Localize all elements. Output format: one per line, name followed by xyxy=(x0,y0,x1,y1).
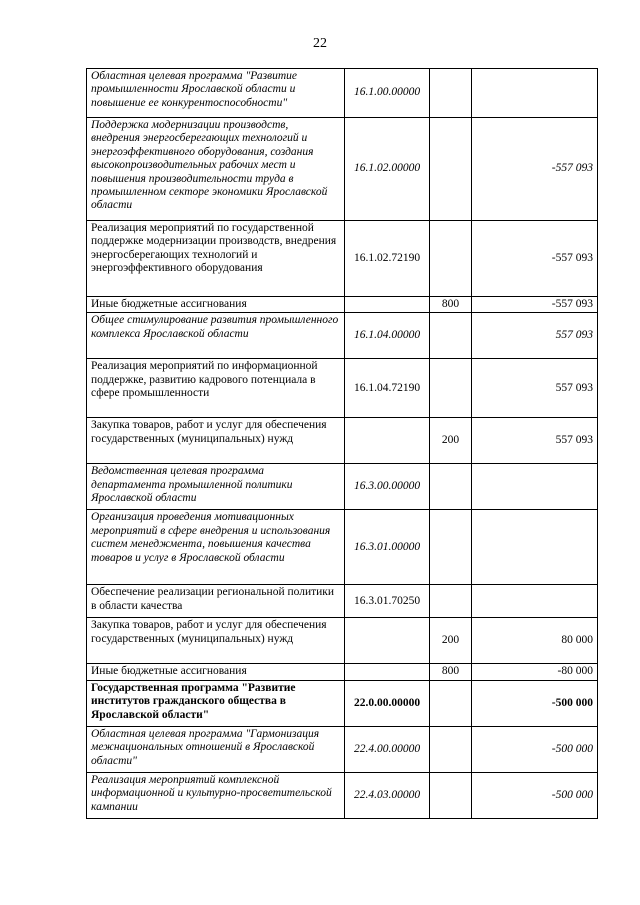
table-row xyxy=(87,221,598,297)
table-row xyxy=(87,510,598,585)
name-cell: Реализация мероприятий комплексной информационной и культурно-просветительской кампании xyxy=(87,772,345,818)
name-cell: Реализация мероприятий по информационной поддержке, развитию кадрового потенциала в сфере промышленности xyxy=(87,359,345,418)
code-cell xyxy=(345,664,430,680)
amount-cell xyxy=(472,510,598,585)
expense-type-cell: 800 xyxy=(430,297,472,313)
code-cell xyxy=(345,618,430,664)
name-cell: Обеспечение реализации региональной политики в области качества xyxy=(87,585,345,618)
expense-type-cell: 800 xyxy=(430,664,472,680)
amount-cell: -500 000 xyxy=(472,726,598,772)
code-cell: 22.4.03.00000 xyxy=(345,772,430,818)
page-number: 22 xyxy=(313,36,327,51)
expense-type-cell xyxy=(430,585,472,618)
expense-type-cell xyxy=(430,772,472,818)
table-row xyxy=(87,664,598,680)
amount-cell: 80 000 xyxy=(472,618,598,664)
amount-cell: -500 000 xyxy=(472,772,598,818)
code-cell: 16.1.00.00000 xyxy=(345,69,430,118)
expense-type-cell xyxy=(430,118,472,221)
name-cell: Общее стимулирование развития промышленного комплекса Ярославской области xyxy=(87,313,345,359)
name-cell: Закупка товаров, работ и услуг для обеспечения государственных (муниципальных) нужд xyxy=(87,618,345,664)
code-cell: 16.3.01.00000 xyxy=(345,510,430,585)
table-row xyxy=(87,313,598,359)
table-row xyxy=(87,585,598,618)
expense-type-cell xyxy=(430,313,472,359)
amount-cell: -80 000 xyxy=(472,664,598,680)
code-cell xyxy=(345,297,430,313)
name-cell: Организация проведения мотивационных мероприятий в сфере внедрения и использования систем менеджмента, повышения качества товаров и услуг в Ярославской области xyxy=(87,510,345,585)
expense-type-cell xyxy=(430,680,472,726)
table-row xyxy=(87,418,598,464)
expense-type-cell xyxy=(430,221,472,297)
code-cell: 16.3.01.70250 xyxy=(345,585,430,618)
code-cell: 16.3.00.00000 xyxy=(345,464,430,510)
expense-type-cell xyxy=(430,69,472,118)
amount-cell xyxy=(472,585,598,618)
table-row xyxy=(87,359,598,418)
code-cell: 16.1.04.72190 xyxy=(345,359,430,418)
amount-cell: -557 093 xyxy=(472,297,598,313)
table-row xyxy=(87,772,598,818)
name-cell: Иные бюджетные ассигнования xyxy=(87,297,345,313)
code-cell: 16.1.02.00000 xyxy=(345,118,430,221)
amount-cell: 557 093 xyxy=(472,418,598,464)
code-cell: 16.1.04.00000 xyxy=(345,313,430,359)
expense-type-cell: 200 xyxy=(430,618,472,664)
name-cell: Областная целевая программа "Развитие промышленности Ярославской области и повышение ее конкурентоспособности" xyxy=(87,69,345,118)
table-row xyxy=(87,464,598,510)
code-cell: 22.0.00.00000 xyxy=(345,680,430,726)
code-cell xyxy=(345,418,430,464)
amount-cell: 557 093 xyxy=(472,313,598,359)
expense-type-cell xyxy=(430,464,472,510)
amount-cell: -500 000 xyxy=(472,680,598,726)
amount-cell: -557 093 xyxy=(472,221,598,297)
budget-table-body xyxy=(87,69,598,819)
table-row xyxy=(87,297,598,313)
expense-type-cell: 200 xyxy=(430,418,472,464)
amount-cell: 557 093 xyxy=(472,359,598,418)
amount-cell: -557 093 xyxy=(472,118,598,221)
expense-type-cell xyxy=(430,510,472,585)
amount-cell xyxy=(472,464,598,510)
name-cell: Областная целевая программа "Гармонизация межнациональных отношений в Ярославской области" xyxy=(87,726,345,772)
code-cell: 22.4.00.00000 xyxy=(345,726,430,772)
name-cell: Иные бюджетные ассигнования xyxy=(87,664,345,680)
table-row xyxy=(87,680,598,726)
expense-type-cell xyxy=(430,726,472,772)
name-cell: Ведомственная целевая программа департамента промышленной политики Ярославской области xyxy=(87,464,345,510)
table-row xyxy=(87,69,598,118)
table-row xyxy=(87,118,598,221)
name-cell: Поддержка модернизации производств, внедрения энергосберегающих технологий и энергоэффективного оборудования, создания высокопроизводительных рабочих мест и повышения производительности труда в промышленном секторе экономики Ярославской области xyxy=(87,118,345,221)
budget-table xyxy=(86,68,598,819)
name-cell: Реализация мероприятий по государственной поддержке модернизации производств, внедрения энергосберегающих технологий и энергоэффективного оборудования xyxy=(87,221,345,297)
table-row xyxy=(87,618,598,664)
code-cell: 16.1.02.72190 xyxy=(345,221,430,297)
name-cell: Государственная программа "Развитие институтов гражданского общества в Ярославской области" xyxy=(87,680,345,726)
expense-type-cell xyxy=(430,359,472,418)
name-cell: Закупка товаров, работ и услуг для обеспечения государственных (муниципальных) нужд xyxy=(87,418,345,464)
amount-cell xyxy=(472,69,598,118)
table-row xyxy=(87,726,598,772)
